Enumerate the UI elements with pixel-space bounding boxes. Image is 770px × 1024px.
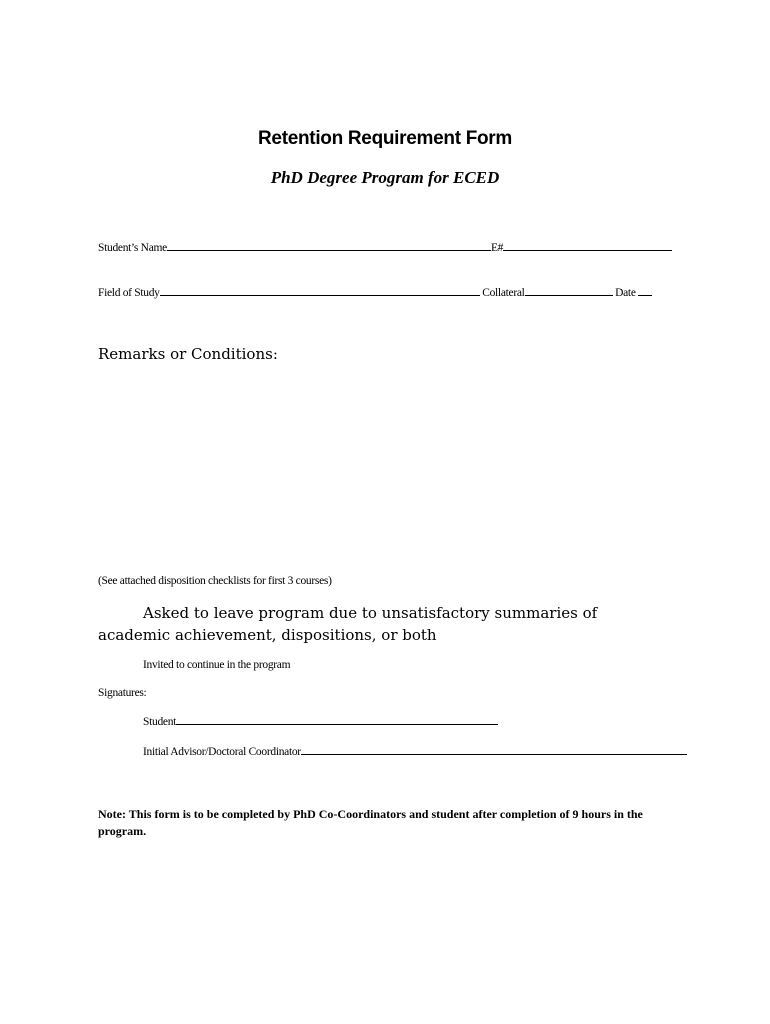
student-signature-row xyxy=(143,713,498,728)
student-signature-field[interactable] xyxy=(176,713,498,725)
student-name-label: Student’s Name xyxy=(98,242,167,254)
student-signature-label: Student xyxy=(143,716,177,728)
e-number-field[interactable] xyxy=(503,239,672,251)
option-continue-program: Invited to continue in the program xyxy=(143,659,291,671)
field-of-study-row xyxy=(98,284,652,299)
form-title: Retention Requirement Form xyxy=(258,128,512,149)
completion-note: Note: This form is to be completed by PhD Co-Coordinators and student after completion of 9 hours in the program. xyxy=(98,807,643,838)
student-name-row xyxy=(98,239,672,254)
advisor-signature-row xyxy=(143,743,687,758)
date-field[interactable] xyxy=(638,284,652,296)
attached-checklist-note: (See attached disposition checklists for first 3 courses) xyxy=(98,575,332,587)
e-number-label: E# xyxy=(490,242,504,254)
option-leave-program-line2: academic achievement, dispositions, or both xyxy=(98,626,437,644)
remarks-label: Remarks or Conditions: xyxy=(98,345,278,363)
student-name-field[interactable] xyxy=(167,239,491,251)
field-of-study-field[interactable] xyxy=(160,284,480,296)
date-label: Date xyxy=(615,287,636,299)
advisor-signature-label: Initial Advisor/Doctoral Coordinator xyxy=(143,746,301,758)
option-leave-program-line1: Asked to leave program due to unsatisfactory summaries of xyxy=(143,604,598,622)
signatures-label: Signatures: xyxy=(98,687,147,699)
form-subtitle: PhD Degree Program for ECED xyxy=(270,168,500,187)
collateral-field[interactable] xyxy=(525,284,613,296)
field-of-study-label: Field of Study xyxy=(98,287,160,299)
advisor-signature-field[interactable] xyxy=(301,743,687,755)
collateral-label: Collateral xyxy=(482,287,525,299)
